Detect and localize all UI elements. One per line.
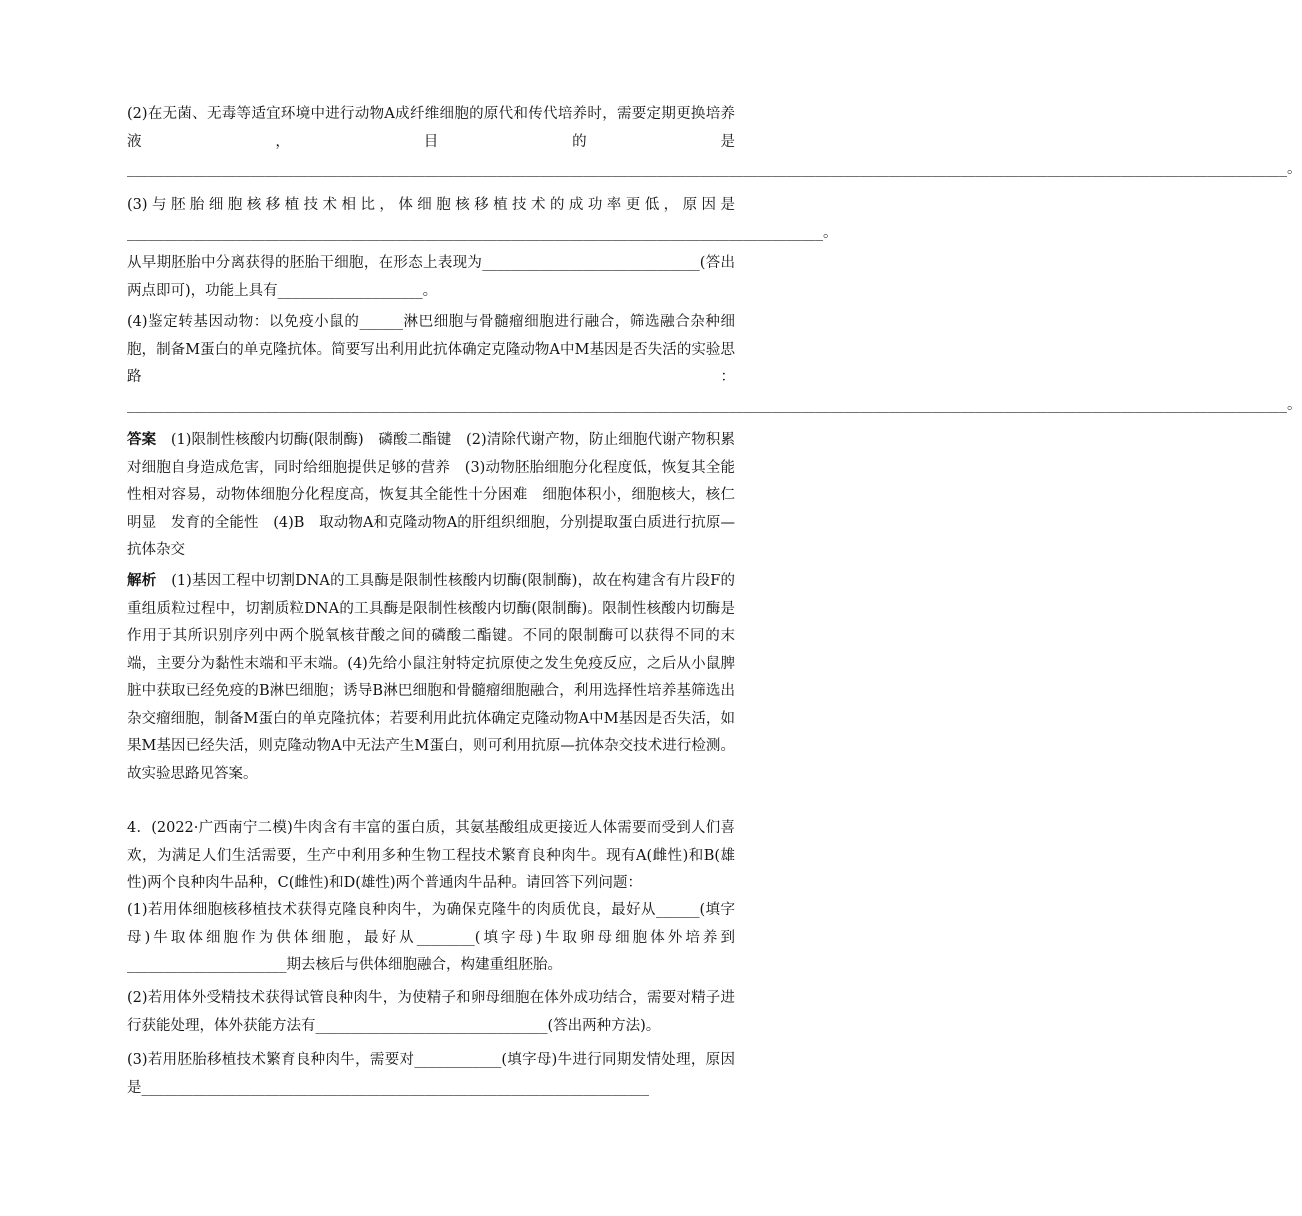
question-3-part-2: 从早期胚胎中分离获得的胚胎干细胞，在形态上表现为______________________________(答出两点即可)，功能上具有____________________。 bbox=[127, 255, 735, 299]
analysis-block bbox=[127, 568, 735, 788]
problem-4-question-2: (2)若用体外受精技术获得试管良种肉牛，为使精子和卵母细胞在体外成功结合，需要对精子进行获能处理，体外获能方法有________________________________(答出两种方法)。 bbox=[127, 990, 735, 1034]
problem-4-question-3: (3)若用胚胎移植技术繁育良种肉牛，需要对____________(填字母)牛进行同期发情处理，原因是______________________________________________________________________ bbox=[127, 1052, 735, 1096]
answer-text: (1)限制性核酸内切酶(限制酶) 磷酸二酯键 (2)清除代谢产物，防止细胞代谢产物积累对细胞自身造成危害，同时给细胞提供足够的营养 (3)动物胚胎细胞分化程度低，恢复其全能性相对容易，动物体细胞分化程度高，恢复其全能性十分困难 细胞体积小，细胞核大，核仁明显 发育的全能性 (4)B 取动物A和克隆动物A的肝组织细胞，分别提取蛋白质进行抗原—抗体杂交 bbox=[127, 432, 736, 558]
question-2: (2)在无菌、无毒等适宜环境中进行动物A成纤维细胞的原代和传代培养时，需要定期更换培养液，目的是________________________________________________________________________________________________________________________________________________________________。 bbox=[127, 106, 1302, 177]
analysis-label: 解析 bbox=[127, 573, 157, 589]
analysis-text: (1)基因工程中切割DNA的工具酶是限制性核酸内切酶(限制酶)，故在构建含有片段F的重组质粒过程中，切割质粒DNA的工具酶是限制性核酸内切酶(限制酶)。限制性核酸内切酶是作用于其所识别序列中两个脱氧核苷酸之间的磷酸二酯键。不同的限制酶可以获得不同的末端，主要分为黏性末端和平末端。(4)先给小鼠注射特定抗原使之发生免疫反应，之后从小鼠脾脏中获取已经免疫的B淋巴细胞；诱导B淋巴细胞和骨髓瘤细胞融合，利用选择性培养基筛选出杂交瘤细胞，制备M蛋白的单克隆抗体；若要利用此抗体确定克隆动物A中M基因是否失活，如果M基因已经失活，则克隆动物A中无法产生M蛋白，则可利用抗原—抗体杂交技术进行检测。故实验思路见答案。 bbox=[127, 573, 735, 782]
question-4: (4)鉴定转基因动物：以免疫小鼠的______淋巴细胞与骨髓瘤细胞进行融合，筛选融合杂种细胞，制备M蛋白的单克隆抗体。简要写出利用此抗体确定克隆动物A中M基因是否失活的实验思路：________________________________________________________________________________________________________________________________________________________________。 bbox=[127, 314, 1302, 413]
answer-block bbox=[127, 427, 735, 565]
problem-4-question-1: (1)若用体细胞核移植技术获得克隆良种肉牛，为确保克隆牛的肉质优良，最好从______(填字母)牛取体细胞作为供体细胞，最好从________(填字母)牛取卵母细胞体外培养到______________________期去核后与供体细胞融合，构建重组胚胎。 bbox=[127, 902, 735, 973]
question-3-part-1: (3)与胚胎细胞核移植技术相比，体细胞核移植技术的成功率更低，原因是________________________________________________________________________________________________。 bbox=[127, 197, 838, 241]
answer-label: 答案 bbox=[127, 432, 157, 448]
problem-4-stem: 4．(2022·广西南宁二模)牛肉含有丰富的蛋白质，其氨基酸组成更接近人体需要而受到人们喜欢，为满足人们生活需要，生产中利用多种生物工程技术繁育良种肉牛。现有A(雌性)和B(雄性)两个良种肉牛品种，C(雌性)和D(雄性)两个普通肉牛品种。请回答下列问题： bbox=[127, 820, 735, 891]
